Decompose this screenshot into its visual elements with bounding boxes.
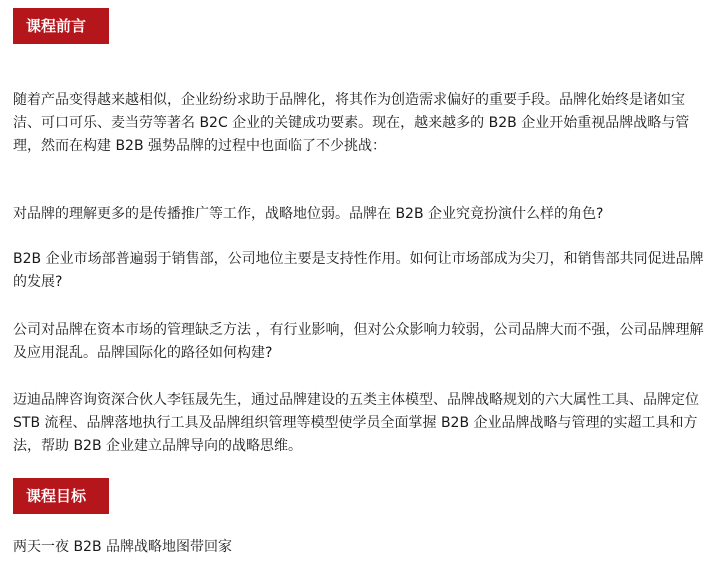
challenge-paragraph-2: B2B 企业市场部普遍弱于销售部，公司地位主要是支持性作用。如何让市场部成为尖刀，和销售部共同促进品牌的发展? [13, 251, 704, 290]
challenge-paragraph-3: 公司对品牌在资本市场的管理缺乏方法 ，有行业影响，但对公众影响力较弱，公司品牌大而不强，公司品牌理解及应用混乱。品牌国际化的路径如何构建? [13, 322, 704, 361]
mentor-paragraph: 迈迪品牌咨询资深合伙人李钰晟先生，通过品牌建设的五类主体模型、品牌战略规划的六大属性工具、品牌定位 STB 流程、品牌落地执行工具及品牌组织管理等模型使学员全面掌握 B2B 企业品牌战略与管理的实超工具和方法，帮助 B2B 企业建立品牌导向的战略思维。 [13, 392, 699, 454]
goal-text: 两天一夜 B2B 品牌战略地图带回家 [13, 539, 233, 555]
intro-paragraph: 随着产品变得越来越相似，企业纷纷求助于品牌化，将其作为创造需求偏好的重要手段。品牌化始终是诸如宝洁、可口可乐、麦当劳等著名 B2C 企业的关键成功要素。现在，越来越多的 B2B 企业开始重视品牌战略与管理，然而在构建 B2B 强势品牌的过程中也面临了不少挑战： [13, 92, 690, 154]
section-heading-intro: 课程前言 [13, 8, 109, 44]
challenge-paragraph-1: 对品牌的理解更多的是传播推广等工作，战略地位弱。品牌在 B2B 企业究竟扮演什么样的角色? [13, 206, 604, 222]
section-heading-goal: 课程目标 [13, 478, 109, 514]
